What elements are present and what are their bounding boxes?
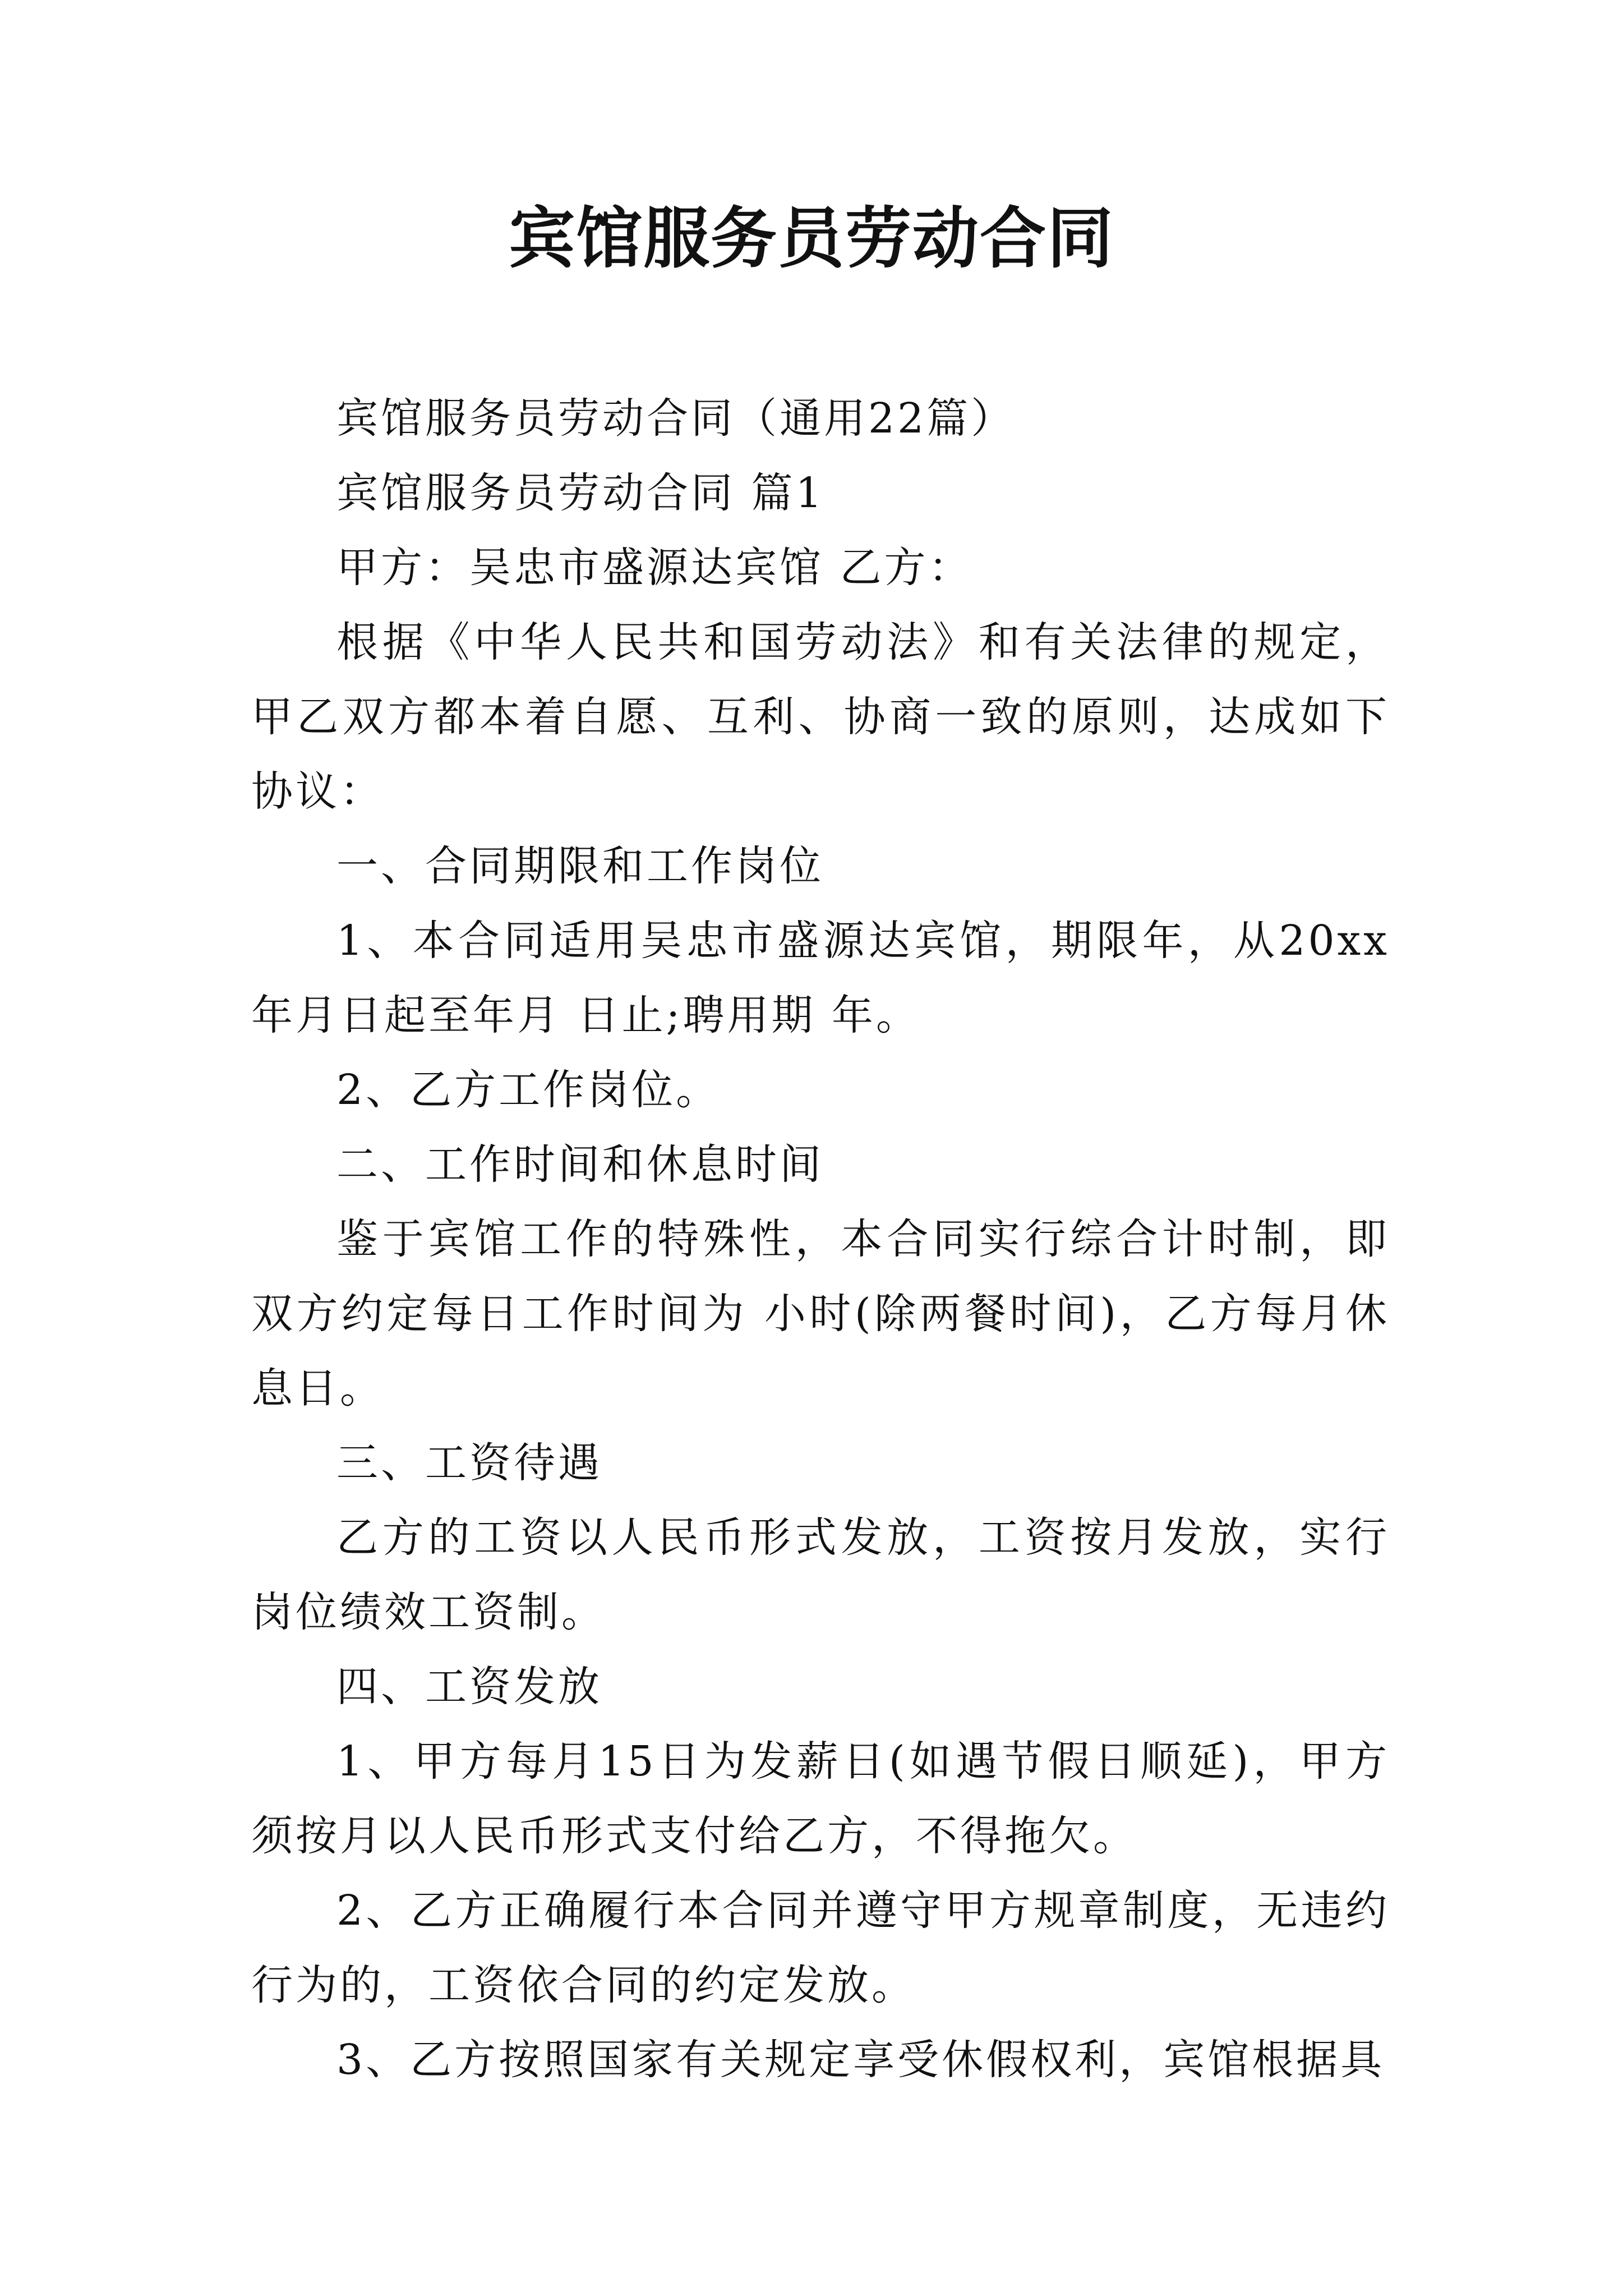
paragraph-section-title: 宾馆服务员劳动合同 篇1 <box>336 469 825 517</box>
paragraph-term: 1、本合同适用吴忠市盛源达宾馆，期限年，从20xx年月日起至年月 日止;聘用期 年。 <box>251 917 1390 1039</box>
document-body <box>251 381 1390 2097</box>
paragraph-subtitle: 宾馆服务员劳动合同（通用22篇） <box>336 394 1016 443</box>
paragraph-leave: 3、乙方按照国家有关规定享受休假权利，宾馆根据具 <box>336 2036 1385 2084</box>
paragraph-parties: 甲方：吴忠市盛源达宾馆 乙方： <box>336 544 973 592</box>
paragraph-preamble: 根据《中华人民共和国劳动法》和有关法律的规定，甲乙双方都本着自愿、互利、协商一致的原则，达成如下协议： <box>251 618 1390 816</box>
paragraph-wages: 乙方的工资以人民币形式发放，工资按月发放，实行岗位绩效工资制。 <box>251 1513 1390 1636</box>
heading-wages: 三、工资待遇 <box>336 1439 602 1487</box>
heading-wage-payment: 四、工资发放 <box>336 1663 602 1711</box>
heading-working-hours: 二、工作时间和休息时间 <box>336 1140 824 1189</box>
heading-term-and-position: 一、合同期限和工作岗位 <box>336 842 824 890</box>
paragraph-payday: 1、甲方每月15日为发薪日(如遇节假日顺延)，甲方须按月以人民币形式支付给乙方，不得拖欠。 <box>251 1737 1390 1860</box>
paragraph-position: 2、乙方工作岗位。 <box>336 1066 721 1114</box>
document-title: 宾馆服务员劳动合同 <box>508 200 1114 277</box>
paragraph-compliance: 2、乙方正确履行本合同并遵守甲方规章制度，无违约行为的，工资依合同的约定发放。 <box>251 1887 1390 2009</box>
paragraph-working-hours: 鉴于宾馆工作的特殊性，本合同实行综合计时制，即双方约定每日工作时间为 小时(除两餐时间)，乙方每月休息日。 <box>251 1215 1390 1412</box>
